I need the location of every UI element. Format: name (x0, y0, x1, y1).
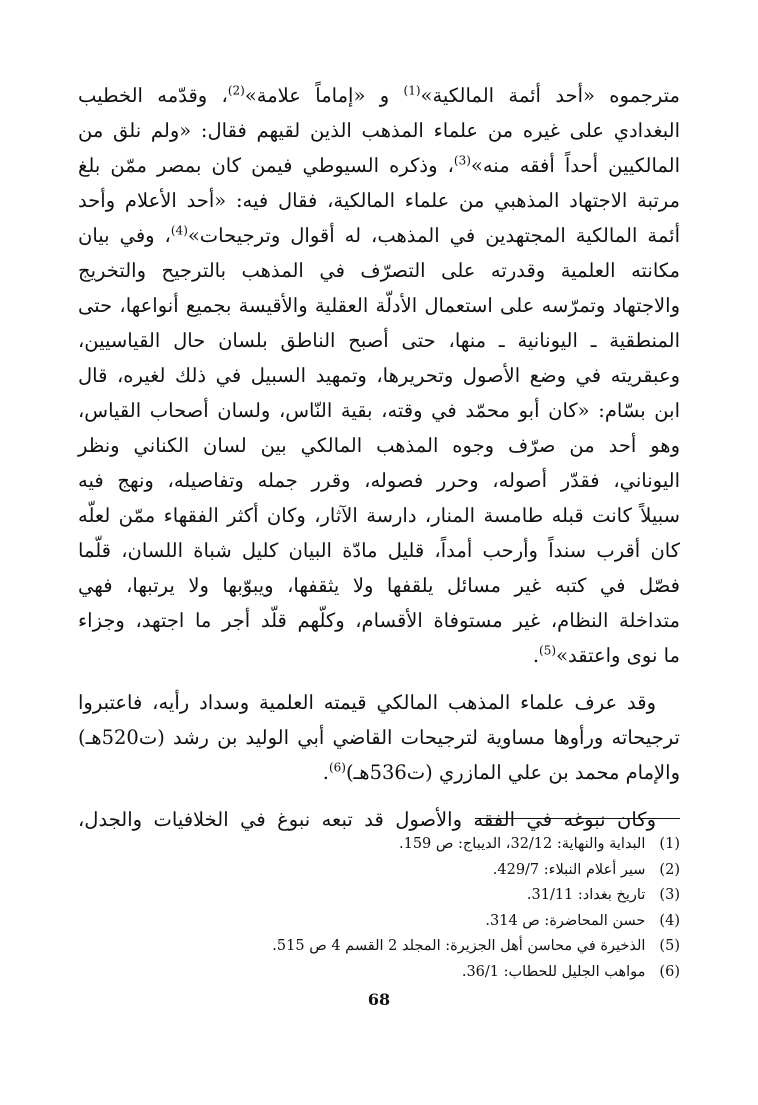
footnote-ref-6[interactable]: (6) (328, 760, 346, 775)
text-line: والاجتهاد وتمرّسه على استعمال الأدلّة العقلية والأقيسة بجميع أنواعها، حتى (78, 294, 680, 317)
text-run: . (532, 644, 540, 667)
footnote-ref-1[interactable]: (1) (403, 83, 421, 98)
footnote-text: مواهب الجليل للحطاب: 36/1. (461, 963, 646, 980)
footnote-text: الذخيرة في محاسن أهل الجزيرة: المجلد 2 القسم 4 ص 515. (272, 938, 646, 954)
text-line: فصّل في كتبه غير مسائل يلقفها ولا يثقفها، ويبوّبها ولا يرتبها، فهي (78, 574, 680, 597)
book-page (78, 78, 680, 1038)
text-line (78, 755, 680, 790)
footnote-item (78, 858, 680, 884)
paragraph-gap (78, 673, 680, 685)
footnote-text: البداية والنهاية: 32/12، الديباج: ص 159. (399, 836, 646, 852)
footnote-number: (3) (659, 887, 680, 903)
footnote-ref-4[interactable]: (4) (170, 223, 188, 238)
text-line: وقد عرف علماء المذهب المالكي قيمته العلمية وسداد رأيه، فاعتبروا (78, 691, 656, 714)
body-text (78, 78, 680, 837)
text-run: المالكيين أحداً أفقه منه» (470, 154, 681, 177)
text-line: وهو أحد من صرّف وجوه المذهب المالكي بين لسان الكناني ونظر (78, 434, 680, 457)
text-line (78, 148, 680, 183)
paragraph-2 (78, 685, 680, 790)
text-line (78, 218, 680, 253)
paragraph-1 (78, 78, 680, 673)
text-run: مترجموه «أحد أئمة المالكية» (420, 84, 680, 107)
footnote-number: (2) (659, 861, 680, 878)
text-run: ، وفي بيان (78, 224, 171, 247)
text-line: البغدادي على غيره من علماء المذهب الذين لقيهم فقال: «ولم نلق من (78, 119, 680, 142)
text-line: كان أقرب سنداً وأرحب أمداً، قليل مادّة البيان كليل شباة اللسان، قلّما (78, 539, 680, 562)
footnote-ref-3[interactable]: (3) (453, 153, 471, 168)
footnote-number: (4) (659, 912, 680, 929)
footnote-number: (5) (659, 938, 680, 954)
text-run: ، وقدّمه الخطيب (78, 84, 228, 107)
text-line (78, 78, 680, 113)
text-run: أئمة المالكية المجتهدين في المذهب، له أقوال وترجيحات» (187, 224, 680, 247)
page-number: 68 (367, 990, 391, 1009)
text-run: ، وذكره السيوطي فيمن كان بمصر ممّن بلغ (78, 154, 454, 177)
text-line: وعبقريته في وضع الأصول وتحريرها، وتمهيد السبيل في ذلك لغيره، قال (78, 364, 680, 387)
text-run: و «إماماً علامة» (244, 84, 404, 107)
footnote-text: تاريخ بغداد: 31/11. (526, 887, 646, 903)
text-line: اليوناني، فقدّر أصوله، وحرر فصوله، وقرر جمله وتفاصيله، ونهج فيه (78, 469, 680, 492)
text-line: ابن بسّام: «كان أبو محمّد في وقته، بقية النّاس، ولسان أصحاب القياس، (78, 399, 680, 422)
footnote-number: (6) (659, 963, 680, 980)
text-line: متداخلة النظام، غير مستوفاة الأقسام، وكلّهم قلّد أجر ما اجتهد، وجزاء (78, 609, 680, 632)
footnote-item (78, 883, 680, 909)
text-line: وكان نبوغه في الفقه والأصول قد تبعه نبوغ في الخلافيات والجدل، (78, 808, 656, 831)
text-line: مكانته العلمية وقدرته على التصرّف في المذهب بالترجيح والتخريج (78, 259, 680, 282)
footnote-ref-2[interactable]: (2) (227, 83, 245, 98)
text-run: . (322, 761, 329, 784)
text-line (78, 638, 680, 673)
footnote-text: سير أعلام النبلاء: 429/7. (492, 861, 646, 878)
text-line: ترجيحاته ورأوها مساوية لترجيحات القاضي أبي الوليد بن رشد (ت520هـ) (78, 726, 680, 749)
text-run: ما نوى واعتقد» (556, 644, 680, 667)
text-line: المنطقية ـ اليونانية ـ منها، حتى أصبح الناطق بلسان حال القياسيين، (78, 329, 680, 352)
footnote-item (78, 960, 680, 986)
footnote-ref-5[interactable]: (5) (539, 643, 557, 658)
footnote-text: حسن المحاضرة: ص 314. (485, 912, 646, 929)
footnote-item (78, 832, 680, 858)
footnote-item (78, 934, 680, 960)
paragraph-gap (78, 790, 680, 802)
footnote-number: (1) (659, 836, 680, 852)
footnote-item (78, 909, 680, 935)
text-run: والإمام محمد بن علي المازري (ت536هـ) (345, 761, 680, 784)
text-line: مرتبة الاجتهاد المذهبي من علماء المالكية، فقال فيه: «أحد الأعلام وأحد (78, 189, 680, 212)
text-line: سبيلاً كانت قبله طامسة المنار، دارسة الآثار، وكان أكثر الفقهاء ممّن لعلّه (78, 504, 680, 527)
footnote-separator (475, 818, 680, 819)
footnotes-list (78, 832, 680, 985)
